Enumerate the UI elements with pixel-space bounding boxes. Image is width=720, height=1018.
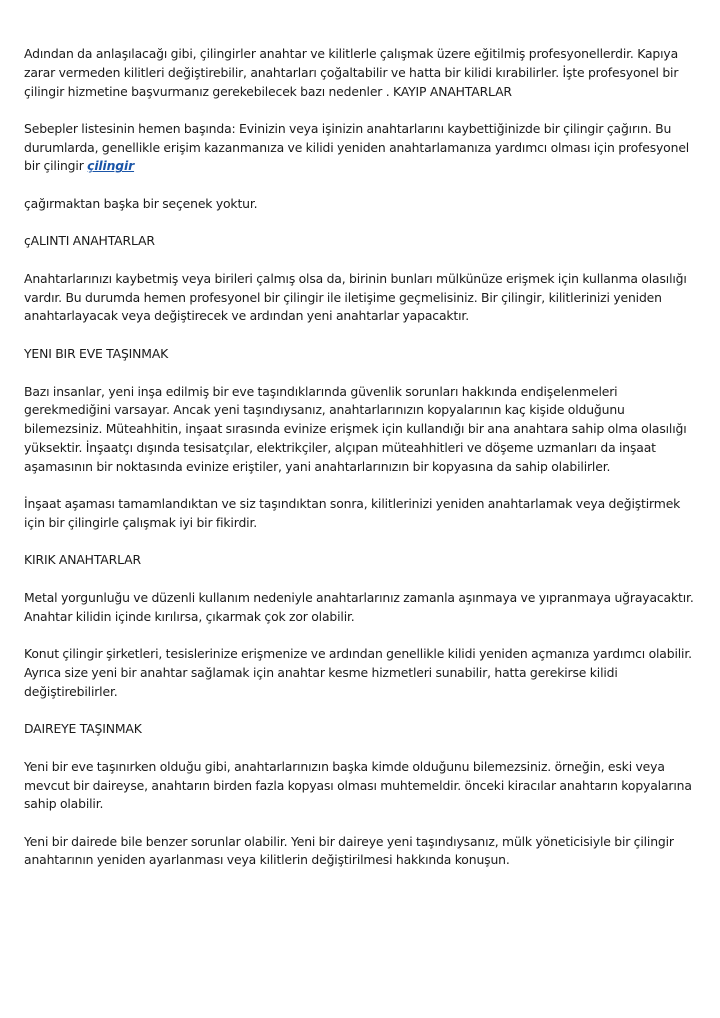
new-home-advice-paragraph: İnşaat aşaması tamamlandıktan ve siz taşındıktan sonra, kilitlerinizi yeniden anahtarlamak veya değiştirmek için bir çilingirle çalışmak iyi bir fikirdir.: [24, 496, 681, 530]
intro-paragraph: Adından da anlaşılacağı gibi, çilingirler anahtar ve kilitlerle çalışmak üzere eğitilmiş profesyonellerdir. Kapıya zarar vermeden kilitleri değiştirebilir, anahtarları çoğaltabilir ve hatta bir kilidi kırabilirler. İşte profesyonel bir çilingir hizmetine başvurmanız gerekebilecek bazı nedenler . KAYIP ANAHTARLAR: [24, 46, 679, 99]
locksmith-link[interactable]: çilingir: [87, 158, 135, 174]
section-heading-new-home: YENI BIR EVE TAŞINMAK: [24, 345, 169, 361]
section-heading-broken-keys: KIRIK ANAHTARLAR: [24, 552, 141, 568]
residential-locksmith-paragraph: Konut çilingir şirketleri, tesislerinize erişmenize ve ardından genellikle kilidi yeniden açmanıza yardımcı olabilir. Ayrıca size yeni bir anahtar sağlamak için anahtar kesme hizmetleri sunabilir, hatta gerekirse kilidi değiştirebilirler.: [24, 646, 692, 699]
lost-keys-text: Sebepler listesinin hemen başında: Evinizin veya işinizin anahtarlarını kaybettiğinizde bir çilingir çağırın. Bu durumlarda, genellikle erişim kazanmanıza ve kilidi yeniden anahtarlamanıza yardımcı olması için profesyonel bir çilingir: [24, 120, 690, 174]
broken-keys-paragraph: Metal yorgunluğu ve düzenli kullanım nedeniyle anahtarlarınız zamanla aşınmaya ve yıpranmaya uğrayacaktır. Anahtar kilidin içinde kırılırsa, çıkarmak çok zor olabilir.: [24, 589, 694, 624]
no-option-paragraph: çağırmaktan başka bir seçenek yoktur.: [24, 195, 258, 211]
stolen-keys-paragraph: Anahtarlarınızı kaybetmiş veya birileri çalmış olsa da, birinin bunları mülkünüze erişmek için kullanma olasılığı vardır. Bu durumda hemen profesyonel bir çilingir ile iletişime geçmelisiniz. Bir çilingir, kilitlerinizi yeniden anahtarlayacak veya değiştirecek ve ardından yeni anahtarlar yapacaktır.: [24, 270, 687, 324]
apartment-advice-paragraph: Yeni bir dairede bile benzer sorunlar olabilir. Yeni bir daireye yeni taşındıysanız, mülk yöneticisiyle bir çilingir anahtarının yeniden ayarlanması veya kilitlerin değiştirilmesi hakkında konuşun.: [24, 833, 674, 868]
section-heading-apartment: DAIREYE TAŞINMAK: [24, 720, 142, 736]
new-home-paragraph: Bazı insanlar, yeni inşa edilmiş bir eve taşındıklarında güvenlik sorunları hakkında endişelenmeleri gerekmediğini varsayar. Ancak yeni taşındıysanız, anahtarlarınızın kopyalarının kaç kişide olduğunu bilemezsiniz. Müteahhitin, inşaat sırasında evinize erişmek için kullandığı bir ana anahtara sahip olma olasılığı yüksektir. İnşaatçı dışında tesisatçılar, elektrikçiler, alçıpan müteahhitleri ve döşeme uzmanları da inşaat aşamasının bir noktasında evinize eriştiler, yani anahtarlarınızın bir kopyasına da sahip olabilirler.: [24, 383, 687, 474]
apartment-paragraph: Yeni bir eve taşınırken olduğu gibi, anahtarlarınızın başka kimde olduğunu bilemezsiniz. örneğin, eski veya mevcut bir daireyse, anahtarın birden fazla kopyası olması muhtemeldir. önceki kiracılar anahtarın kopyalarına sahip olabilir.: [24, 758, 692, 812]
lost-keys-paragraph: [24, 120, 698, 176]
section-heading-stolen-keys: çALINTI ANAHTARLAR: [24, 233, 155, 249]
